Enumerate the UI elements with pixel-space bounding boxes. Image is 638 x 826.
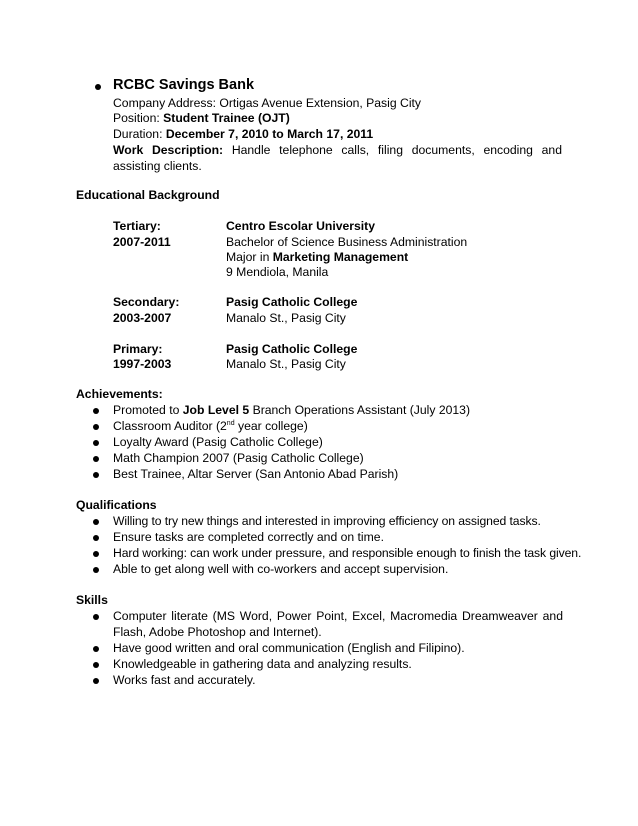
position: [113, 110, 290, 126]
work-value: Handle telephone calls, filing documents, encoding and assisting clients.: [113, 143, 562, 173]
achievement-item: Math Champion 2007 (Pasig Catholic College): [113, 451, 364, 465]
skill-item: Computer literate (MS Word, Power Point, Excel, Macromedia Dreamweaver and Flash, Adobe Photoshop and Internet).: [113, 609, 563, 639]
tertiary-major: [226, 249, 408, 265]
primary-years: 1997-2003: [113, 357, 172, 371]
skills-heading: Skills: [76, 593, 108, 607]
achievement-item: Best Trainee, Altar Server (San Antonio Abad Parish): [113, 467, 399, 481]
position-value: Student Trainee (OJT): [163, 111, 290, 125]
major-value: Marketing Management: [272, 250, 409, 264]
position-label: Position:: [113, 111, 160, 125]
achievements-heading: Achievements:: [76, 387, 163, 401]
bullet-icon: [93, 614, 99, 620]
address-label: Company Address:: [113, 96, 216, 110]
qualification-item: Hard working: can work under pressure, and responsible enough to finish the task given.: [113, 546, 582, 560]
achievement-item: Loyalty Award (Pasig Catholic College): [113, 435, 323, 449]
primary-address: Manalo St., Pasig City: [226, 357, 346, 371]
achievement-text: Classroom Auditor (2: [113, 419, 227, 433]
secondary-years: 2003-2007: [113, 311, 172, 325]
tertiary-school: Centro Escolar University: [226, 219, 376, 233]
secondary-school: Pasig Catholic College: [226, 295, 358, 309]
bullet-icon: [93, 519, 99, 525]
achievement-item: [113, 418, 308, 434]
bullet-icon: [93, 567, 99, 573]
tertiary-years: 2007-2011: [113, 235, 171, 249]
bullet-icon: [95, 84, 101, 90]
achievement-text: Branch Operations Assistant (July 2013): [252, 403, 471, 417]
achievement-bold: Job Level 5: [182, 403, 250, 417]
qualification-item: Able to get along well with co-workers and accept supervision.: [113, 562, 449, 576]
primary-school: Pasig Catholic College: [226, 342, 358, 356]
address-value: Ortigas Avenue Extension, Pasig City: [219, 96, 422, 110]
company-name: RCBC Savings Bank: [113, 77, 255, 93]
skill-item: Works fast and accurately.: [113, 673, 256, 687]
duration: [113, 126, 373, 142]
achievement-superscript: nd: [226, 419, 235, 427]
work-description: [113, 142, 562, 174]
bullet-icon: [93, 424, 99, 430]
work-label: Work Description:: [113, 143, 224, 157]
achievement-item: [113, 402, 470, 418]
bullet-icon: [93, 535, 99, 541]
bullet-icon: [93, 678, 99, 684]
bullet-icon: [93, 551, 99, 557]
company-address: [113, 95, 421, 111]
tertiary-address: 9 Mendiola, Manila: [226, 265, 329, 279]
bullet-icon: [93, 662, 99, 668]
bullet-icon: [93, 440, 99, 446]
duration-label: Duration:: [113, 127, 163, 141]
skill-item: Knowledgeable in gathering data and analyzing results.: [113, 657, 412, 671]
education-heading: Educational Background: [76, 188, 220, 202]
qualifications-heading: Qualifications: [76, 498, 157, 512]
major-prefix: Major in: [226, 250, 270, 264]
primary-level: Primary:: [113, 342, 163, 356]
achievement-text: year college): [237, 419, 308, 433]
secondary-level: Secondary:: [113, 295, 180, 309]
bullet-icon: [93, 408, 99, 414]
tertiary-degree: Bachelor of Science Business Administration: [226, 235, 468, 249]
qualification-item: Ensure tasks are completed correctly and on time.: [113, 530, 384, 544]
tertiary-level: Tertiary:: [113, 219, 161, 233]
qualification-item: Willing to try new things and interested in improving efficiency on assigned tasks.: [113, 514, 541, 528]
bullet-icon: [93, 472, 99, 478]
duration-value: December 7, 2010 to March 17, 2011: [165, 127, 374, 141]
bullet-icon: [93, 456, 99, 462]
secondary-address: Manalo St., Pasig City: [226, 311, 346, 325]
bullet-icon: [93, 646, 99, 652]
achievement-text: Promoted to: [113, 403, 180, 417]
skill-item: Have good written and oral communication (English and Filipino).: [113, 641, 465, 655]
